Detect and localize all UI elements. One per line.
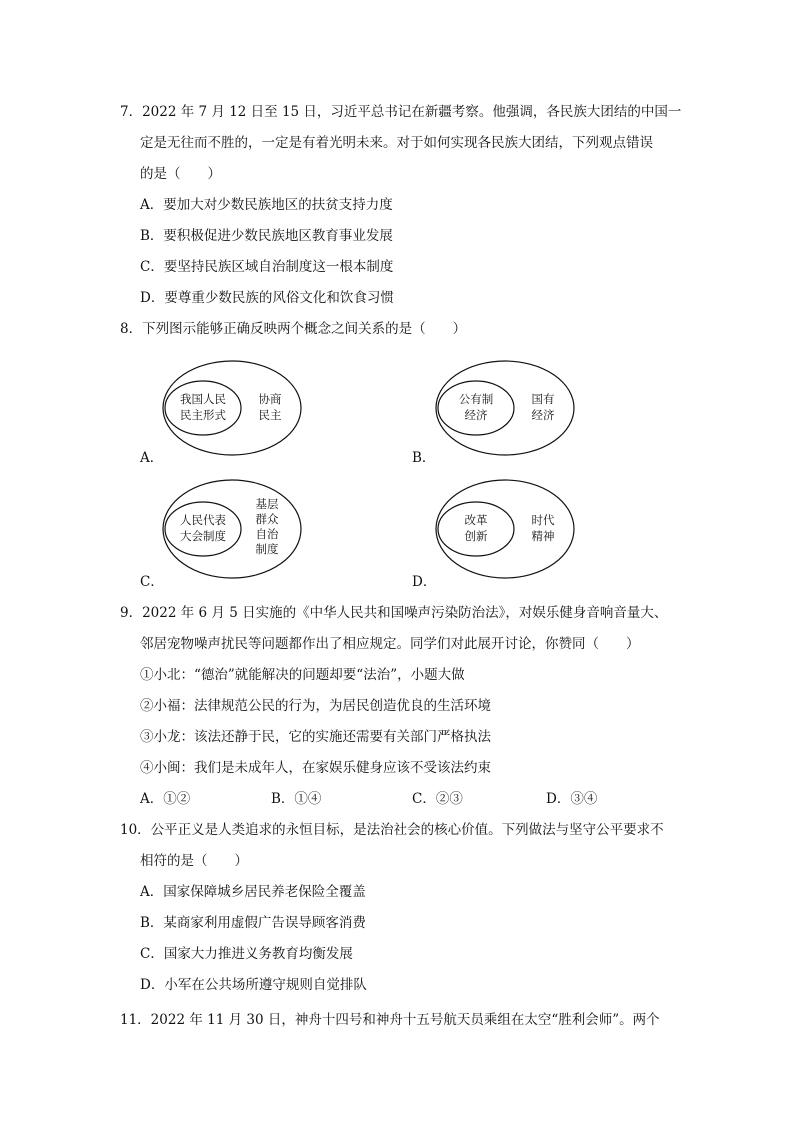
diagram-c [160,477,305,581]
q7-stem-line2: 定是无往而不胜的，一定是有着光明未来。对于如何实现各民族大团结，下列观点错误 [140,135,653,151]
diagram-b [433,358,578,458]
diagram-b-outer-line1: 国有 [531,392,555,406]
q10-option-d: D．小军在公共场所遵守规则自觉排队 [140,977,367,993]
diagram-d-outer-line2: 精神 [531,529,555,543]
q10-stem-line2: 相符的是（ ） [140,853,248,869]
q7-stem-line3: 的是（ ） [140,166,221,182]
q7-option-c: C．要坚持民族区域自治制度这一根本制度 [140,259,394,275]
diagram-d-outer-line1: 时代 [531,513,555,527]
diagram-c-outer-line1: 基层 [255,497,279,511]
q9-statement-2: ②小福：法律规范公民的行为，为居民创造优良的生活环境 [140,698,491,714]
diagram-d-label: D． [412,574,437,590]
diagram-c-inner-line2: 大会制度 [180,529,226,543]
q9-statement-1: ①小北：“德治”就能解决的问题却要“法治”，小题大做 [140,667,465,683]
diagram-b-inner-line1: 公有制 [458,392,494,406]
q9-option-d: D．③④ [546,791,598,807]
q9-option-c: C．②③ [412,791,463,807]
q10-option-c: C．国家大力推进义务教育均衡发展 [140,946,353,962]
diagram-c-inner-line1: 人民代表 [180,513,226,527]
q7-option-b: B．要积极促进少数民族地区教育事业发展 [140,228,393,244]
diagram-a-outer-line2: 民主 [258,408,282,422]
diagram-c-outer-line2: 群众 [255,512,279,526]
q7-option-a: A．要加大对少数民族地区的扶贫支持力度 [140,197,393,213]
diagram-c-outer-line3: 自治 [255,527,279,541]
q9-stem-line2: 邻居宠物噪声扰民等问题都作出了相应规定。同学们对此展开讨论，你赞同（ ） [140,636,640,652]
q9-statement-4: ④小闽：我们是未成年人，在家娱乐健身应该不受该法约束 [140,760,491,776]
q9-option-b: B．①④ [271,791,322,807]
diagram-a-label: A． [140,450,164,466]
diagram-a [160,358,305,458]
diagram-a-outer-line1: 协商 [258,392,282,406]
diagram-a-inner-line1: 我国人民 [180,392,226,406]
q11-stem-line1: 11．2022 年 11 月 30 日，神舟十四号和神舟十五号航天员乘组在太空“胜利会师”。两个 [120,1012,660,1028]
diagram-b-inner-line2: 经济 [464,408,488,422]
diagram-d-inner-line1: 改革 [464,513,488,527]
q10-option-a: A．国家保障城乡居民养老保险全覆盖 [140,884,366,900]
q8-stem: 8．下列图示能够正确反映两个概念之间关系的是（ ） [120,321,467,337]
diagram-d [433,477,578,581]
q7-option-d: D．要尊重少数民族的风俗文化和饮食习惯 [140,290,394,306]
q9-option-a: A．①② [140,791,191,807]
diagram-c-outer-line4: 制度 [255,542,279,556]
diagram-b-outer-line2: 经济 [531,408,555,422]
diagram-a-inner-line2: 民主形式 [180,408,226,422]
q9-stem-line1: 9．2022 年 6 月 5 日实施的《中华人民共和国噪声污染防治法》，对娱乐健身音响音量大、 [120,605,668,621]
q9-statement-3: ③小龙：该法还静于民，它的实施还需要有关部门严格执法 [140,729,491,745]
diagram-d-inner-line2: 创新 [464,529,488,543]
q10-option-b: B．某商家利用虚假广告误导顾客消费 [140,915,366,931]
diagram-b-label: B． [412,450,436,466]
q10-stem-line1: 10．公平正义是人类追求的永恒目标，是法治社会的核心价值。下列做法与坚守公平要求不 [120,822,664,838]
q7-stem-line1: 7．2022 年 7 月 12 日至 15 日，习近平总书记在新疆考察。他强调，各民族大团结的中国一 [120,104,682,120]
diagram-c-label: C． [140,574,164,590]
